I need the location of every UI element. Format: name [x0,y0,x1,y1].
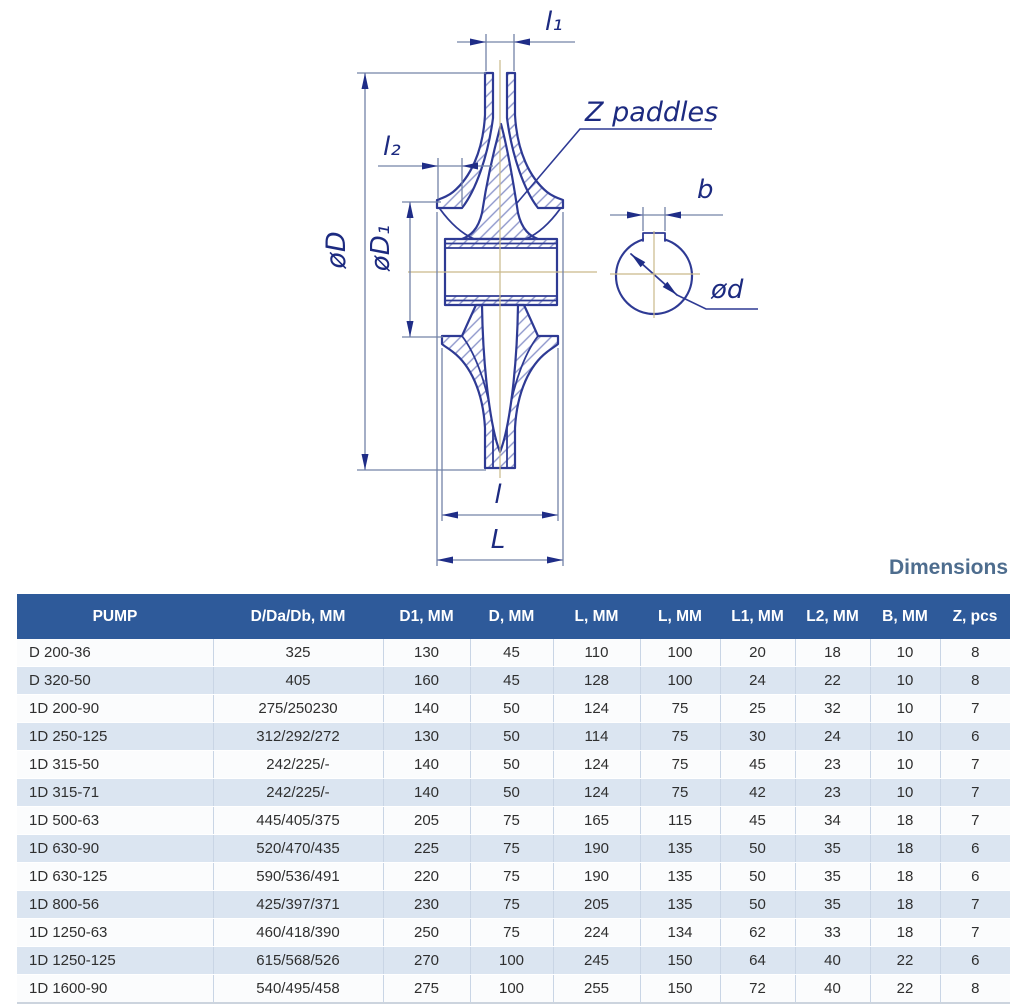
value-cell: 10 [870,751,940,779]
table-row [17,919,1010,947]
value-cell: 8 [940,667,1010,695]
value-cell: 7 [940,891,1010,919]
value-cell: 25 [720,695,795,723]
value-cell: 10 [870,723,940,751]
table-row [17,751,1010,779]
value-cell: 45 [470,667,553,695]
pump-name-cell: 1D 315-50 [17,751,213,779]
value-cell: 135 [640,835,720,863]
value-cell: 50 [470,779,553,807]
table-row [17,639,1010,667]
value-cell: 50 [470,723,553,751]
value-cell: 7 [940,751,1010,779]
value-cell: 50 [720,863,795,891]
value-cell: 45 [470,639,553,667]
column-header: D/Da/Db, MM [213,594,383,639]
value-cell: 10 [870,779,940,807]
value-cell: 230 [383,891,470,919]
value-cell: 64 [720,947,795,975]
column-header: B, MM [870,594,940,639]
pump-name-cell: 1D 1250-63 [17,919,213,947]
value-cell: 114 [553,723,640,751]
value-cell: 325 [213,639,383,667]
pump-name-cell: 1D 800-56 [17,891,213,919]
value-cell: 23 [795,779,870,807]
value-cell: 10 [870,667,940,695]
pump-name-cell: 1D 630-125 [17,863,213,891]
value-cell: 22 [870,947,940,975]
value-cell: 34 [795,807,870,835]
value-cell: 75 [470,891,553,919]
table-row [17,863,1010,891]
value-cell: 140 [383,695,470,723]
label-dia-D: øD [321,231,352,269]
value-cell: 275 [383,975,470,1004]
value-cell: 18 [870,919,940,947]
pump-name-cell: D 200-36 [17,639,213,667]
value-cell: 10 [870,639,940,667]
table-row [17,695,1010,723]
value-cell: 50 [470,751,553,779]
value-cell: 22 [870,975,940,1004]
value-cell: 24 [720,667,795,695]
value-cell: 115 [640,807,720,835]
label-b: b [697,175,714,205]
value-cell: 33 [795,919,870,947]
value-cell: 140 [383,751,470,779]
value-cell: 75 [640,723,720,751]
value-cell: 20 [720,639,795,667]
value-cell: 224 [553,919,640,947]
value-cell: 124 [553,751,640,779]
column-header: L, MM [640,594,720,639]
pump-name-cell: 1D 1250-125 [17,947,213,975]
label-l: l [494,480,502,510]
value-cell: 18 [870,807,940,835]
value-cell: 135 [640,891,720,919]
value-cell: 18 [870,835,940,863]
table-row [17,667,1010,695]
value-cell: 45 [720,807,795,835]
label-L: L [490,525,506,555]
value-cell: 225 [383,835,470,863]
value-cell: 8 [940,639,1010,667]
value-cell: 75 [640,695,720,723]
column-header: Z, pcs [940,594,1010,639]
value-cell: 615/568/526 [213,947,383,975]
value-cell: 18 [795,639,870,667]
value-cell: 250 [383,919,470,947]
value-cell: 75 [640,751,720,779]
column-header: L, MM [553,594,640,639]
upper-left-shroud-wall [437,73,493,208]
value-cell: 18 [870,863,940,891]
value-cell: 242/225/- [213,751,383,779]
column-header: L1, MM [720,594,795,639]
value-cell: 40 [795,975,870,1004]
table-header-row [17,594,1010,639]
value-cell: 190 [553,835,640,863]
pump-name-cell: D 320-50 [17,667,213,695]
value-cell: 45 [720,751,795,779]
value-cell: 590/536/491 [213,863,383,891]
value-cell: 10 [870,695,940,723]
value-cell: 75 [470,835,553,863]
value-cell: 270 [383,947,470,975]
table-title: Dimensions [888,556,1008,579]
value-cell: 160 [383,667,470,695]
table-row [17,723,1010,751]
value-cell: 100 [470,975,553,1004]
value-cell: 50 [720,835,795,863]
table-row [17,779,1010,807]
value-cell: 150 [640,947,720,975]
value-cell: 7 [940,695,1010,723]
value-cell: 255 [553,975,640,1004]
label-z-paddles: Z paddles [585,97,719,128]
value-cell: 150 [640,975,720,1004]
value-cell: 22 [795,667,870,695]
dimensions-table [17,594,1010,1004]
column-header: PUMP [17,594,213,639]
value-cell: 165 [553,807,640,835]
value-cell: 6 [940,835,1010,863]
pump-name-cell: 1D 500-63 [17,807,213,835]
value-cell: 62 [720,919,795,947]
dimensions-table-wrapper [17,594,1010,1004]
value-cell: 40 [795,947,870,975]
value-cell: 50 [470,695,553,723]
column-header: D1, MM [383,594,470,639]
value-cell: 100 [640,639,720,667]
value-cell: 42 [720,779,795,807]
value-cell: 35 [795,891,870,919]
value-cell: 72 [720,975,795,1004]
value-cell: 6 [940,947,1010,975]
value-cell: 205 [383,807,470,835]
value-cell: 100 [640,667,720,695]
upper-right-shroud-wall [507,73,563,208]
value-cell: 18 [870,891,940,919]
value-cell: 460/418/390 [213,919,383,947]
value-cell: 100 [470,947,553,975]
value-cell: 520/470/435 [213,835,383,863]
value-cell: 242/225/- [213,779,383,807]
value-cell: 7 [940,919,1010,947]
value-cell: 128 [553,667,640,695]
pump-name-cell: 1D 200-90 [17,695,213,723]
value-cell: 134 [640,919,720,947]
value-cell: 110 [553,639,640,667]
value-cell: 135 [640,863,720,891]
value-cell: 312/292/272 [213,723,383,751]
value-cell: 140 [383,779,470,807]
value-cell: 124 [553,779,640,807]
value-cell: 425/397/371 [213,891,383,919]
table-row [17,975,1010,1004]
value-cell: 130 [383,639,470,667]
value-cell: 30 [720,723,795,751]
table-row [17,835,1010,863]
value-cell: 23 [795,751,870,779]
value-cell: 24 [795,723,870,751]
value-cell: 190 [553,863,640,891]
pump-name-cell: 1D 250-125 [17,723,213,751]
value-cell: 205 [553,891,640,919]
value-cell: 245 [553,947,640,975]
value-cell: 7 [940,807,1010,835]
value-cell: 6 [940,863,1010,891]
value-cell: 220 [383,863,470,891]
column-header: L2, MM [795,594,870,639]
label-l1: l₁ [545,7,563,37]
value-cell: 35 [795,863,870,891]
value-cell: 6 [940,723,1010,751]
value-cell: 275/250230 [213,695,383,723]
table-row [17,807,1010,835]
value-cell: 445/405/375 [213,807,383,835]
label-dia-d: ød [711,275,744,305]
value-cell: 35 [795,835,870,863]
table-row [17,947,1010,975]
pump-name-cell: 1D 315-71 [17,779,213,807]
value-cell: 75 [470,919,553,947]
table-body [17,639,1010,1003]
value-cell: 75 [640,779,720,807]
column-header: D, MM [470,594,553,639]
value-cell: 8 [940,975,1010,1004]
value-cell: 405 [213,667,383,695]
value-cell: 540/495/458 [213,975,383,1004]
value-cell: 124 [553,695,640,723]
value-cell: 50 [720,891,795,919]
value-cell: 7 [940,779,1010,807]
value-cell: 32 [795,695,870,723]
label-l2: l₂ [383,132,401,162]
pump-name-cell: 1D 630-90 [17,835,213,863]
table-row [17,891,1010,919]
label-dia-D1: øD₁ [366,224,396,272]
value-cell: 75 [470,863,553,891]
value-cell: 75 [470,807,553,835]
pump-name-cell: 1D 1600-90 [17,975,213,1004]
value-cell: 130 [383,723,470,751]
